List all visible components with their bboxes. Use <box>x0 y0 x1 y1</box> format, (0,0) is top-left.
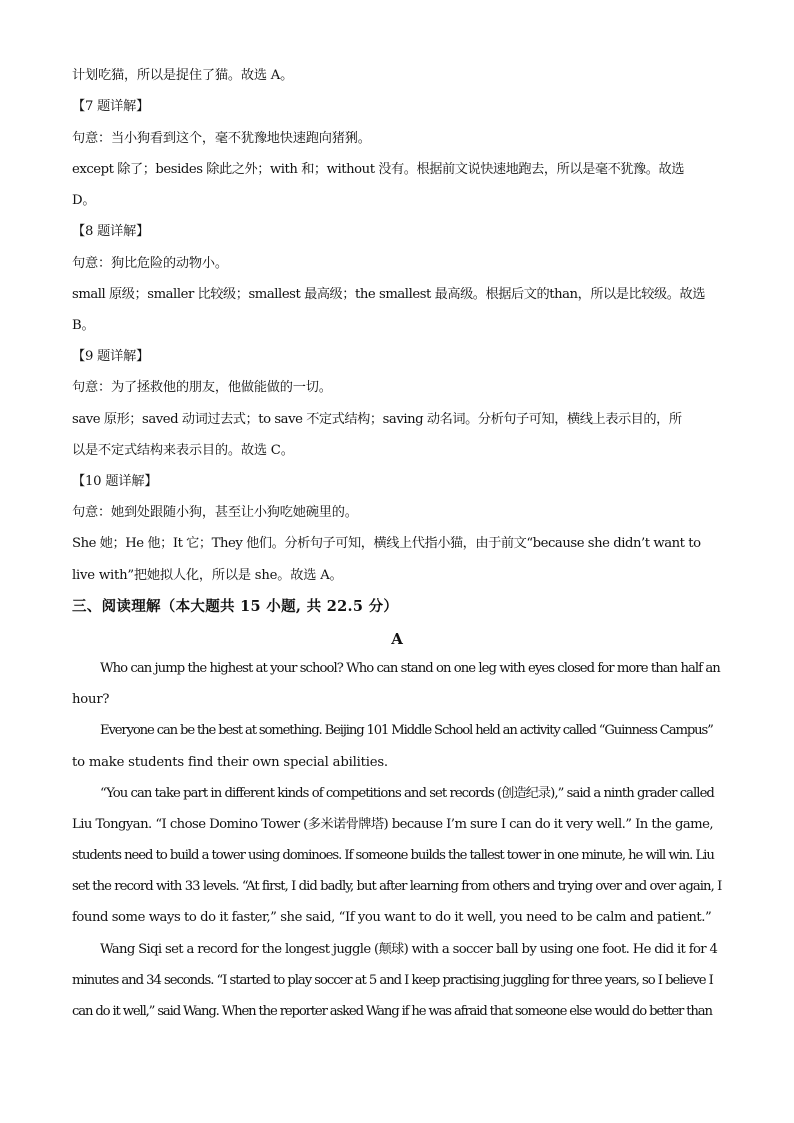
text-line: save 原形；saved 动词过去式；to save 不定式结构；saving 动名词。分析句子可知，横线上表示目的，所 <box>72 412 682 427</box>
text-line: 句意：为了拯救他的朋友，他做能做的一切。 <box>72 380 332 395</box>
section-heading-q7: 【7 题详解】 <box>72 99 150 114</box>
text-line: small 原级；smaller 比较级；smallest 最高级；the smallest 最高级。根据后文的than，所以是比较级。故选 <box>72 287 705 302</box>
text-line: except 除了；besides 除此之外；with 和；without 没有。根据前文说快速地跑去，所以是毫不犹豫。故选 <box>72 162 684 177</box>
text-line: 句意：当小狗看到这个，毫不犹豫地快速跑向猪猁。 <box>72 131 371 146</box>
passage-paragraph-line: Wang Siqi set a record for the longest juggle (颠球) with a soccer ball by using one foot. He did it for 4 <box>100 942 718 957</box>
text-line: live with”把她拟人化，所以是 she。故选 A。 <box>72 568 343 583</box>
passage-paragraph-line: “You can take part in different kinds of competitions and set records (创造纪录),” said a ninth grader called <box>100 786 714 801</box>
text-line: 句意：她到处跟随小狗，甚至让小狗吃她碗里的。 <box>72 505 358 520</box>
text-line: 以是不定式结构来表示目的。故选 C。 <box>72 443 294 458</box>
text-line: 句意：狗比危险的动物小。 <box>72 256 228 271</box>
passage-paragraph-line: students need to build a tower using dominoes. If someone builds the tallest tower in one minute, he will win. Liu <box>72 848 714 863</box>
passage-paragraph-line: hour? <box>72 692 110 707</box>
passage-paragraph-line: minutes and 34 seconds. “I started to play soccer at 5 and I keep practising juggling for three years, so I believe I <box>72 973 713 988</box>
passage-paragraph-line: can do it well,” said Wang. When the reporter asked Wang if he was afraid that someone else would do better than <box>72 1004 712 1019</box>
passage-paragraph-line: Who can jump the highest at your school? Who can stand on one leg with eyes closed for more than half an <box>100 661 720 676</box>
text-line: 计划吃猫，所以是捉住了猫。故选 A。 <box>72 68 294 83</box>
passage-paragraph-line: Everyone can be the best at something. Beijing 101 Middle School held an activity called “Guinness Campus” <box>100 723 713 738</box>
passage-title: A <box>391 630 403 648</box>
passage-paragraph-line: found some ways to do it faster,” she said, “If you want to do it well, you need to be calm and patient.” <box>72 910 712 925</box>
text-line: She 她；He 他；It 它；They 他们。分析句子可知，横线上代指小猫，由于前文“because she didn’t want to <box>72 536 701 551</box>
section-heading-q10: 【10 题详解】 <box>72 474 158 489</box>
passage-paragraph-line: to make students find their own special abilities. <box>72 755 388 770</box>
section-heading-q9: 【9 题详解】 <box>72 349 150 364</box>
section-heading-q8: 【8 题详解】 <box>72 224 150 239</box>
part-three-heading: 三、阅读理解（本大题共 15 小题, 共 22.5 分） <box>72 598 399 615</box>
text-line: D。 <box>72 193 96 208</box>
passage-paragraph-line: Liu Tongyan. “I chose Domino Tower (多米诺骨牌塔) because I’m sure I can do it very well.” In the game, <box>72 817 714 832</box>
text-line: B。 <box>72 318 95 333</box>
passage-paragraph-line: set the record with 33 levels. “At first, I did badly, but after learning from others and trying over and over again, I <box>72 879 722 894</box>
